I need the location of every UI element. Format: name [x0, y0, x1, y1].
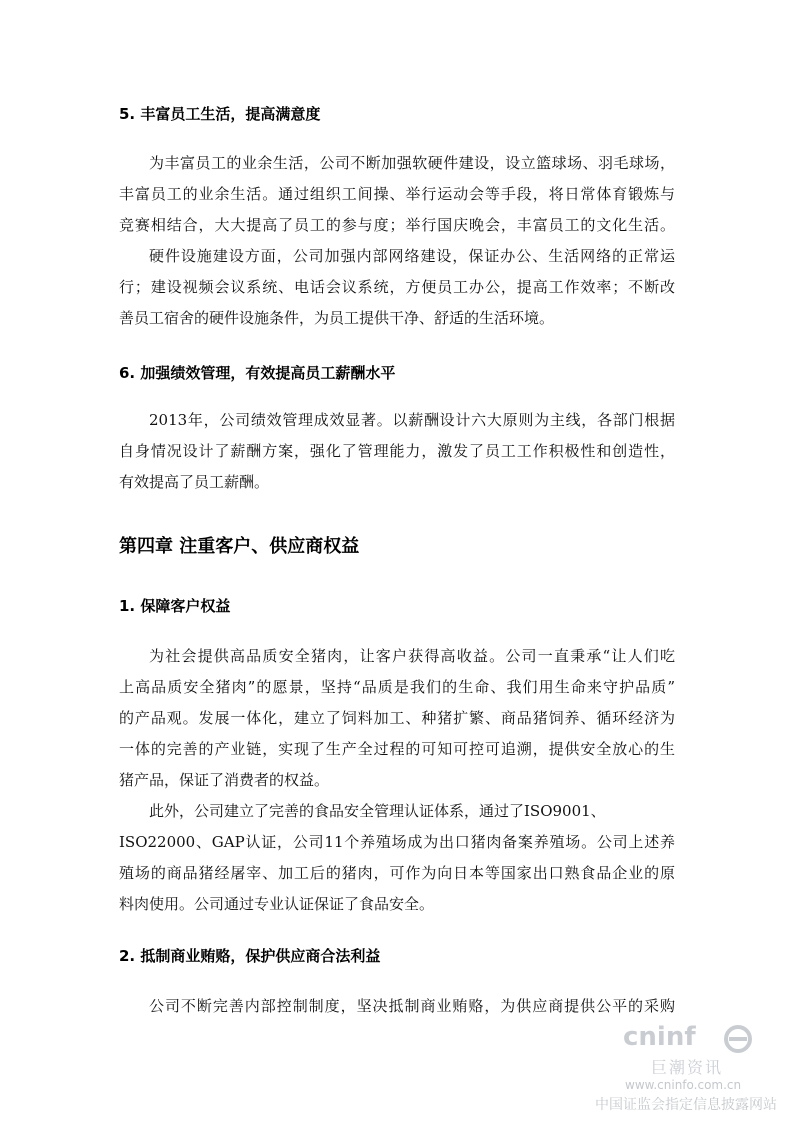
text-line: 为社会提供高品质安全猪肉，让客户获得高收益。公司一直秉承“让人们吃: [149, 647, 675, 665]
customer-rights-heading: 1. 保障客户权益: [119, 597, 231, 615]
text-line: 有效提高了员工薪酬。: [119, 473, 270, 491]
text-line: 公司不断完善内部控制制度，坚决抵制商业贿赂，为供应商提供公平的采购: [149, 997, 675, 1015]
text-line: 自身情况设计了薪酬方案，强化了管理能力，激发了员工工作积极性和创造性，: [119, 442, 675, 460]
cninfo-logo-icon: [723, 1024, 753, 1054]
supplier-rights-paragraph-1: [119, 991, 675, 1022]
text-line: 料肉使用。公司通过专业认证保证了食品安全。: [119, 895, 435, 913]
text-line: 丰富员工的业余生活。通过组织工间操、举行运动会等手段，将日常体育锻炼与: [119, 185, 675, 203]
chapter-4-heading: 第四章 注重客户、供应商权益: [119, 536, 360, 557]
text-line: 行；建设视频会议系统、电话会议系统，方便员工办公，提高工作效率；不断改: [119, 278, 675, 296]
section-5-paragraph-1: [119, 148, 675, 241]
text-line: 2013年，公司绩效管理成效显著。以薪酬设计六大原则为主线，各部门根据: [149, 411, 675, 429]
text-line: 此外，公司建立了完善的食品安全管理认证体系，通过了ISO9001、: [149, 802, 606, 820]
customer-rights-paragraph-2: [119, 796, 675, 920]
text-line: 上高品质安全猪肉”的愿景，坚持“品质是我们的生命、我们用生命来守护品质”: [119, 678, 675, 696]
watermark-tagline: 中国证监会指定信息披露网站: [595, 1097, 777, 1113]
supplier-rights-heading: 2. 抵制商业贿赂，保护供应商合法利益: [119, 947, 381, 965]
section-5-heading: 5. 丰富员工生活，提高满意度: [119, 105, 321, 123]
text-line: 硬件设施建设方面，公司加强内部网络建设，保证办公、生活网络的正常运: [149, 247, 675, 265]
text-line: 善员工宿舍的硬件设施条件，为员工提供干净、舒适的生活环境。: [119, 309, 555, 327]
section-6-paragraph-1: [119, 405, 675, 498]
text-line: 猪产品，保证了消费者的权益。: [119, 771, 330, 789]
watermark-brand: 巨潮资讯: [651, 1058, 724, 1077]
text-line: 的产品观。发展一体化，建立了饲料加工、种猪扩繁、商品猪饲养、循环经济为: [119, 709, 675, 727]
cninfo-watermark: [595, 1022, 775, 1112]
text-line: 竞赛相结合，大大提高了员工的参与度；举行国庆晚会，丰富员工的文化生活。: [119, 216, 675, 234]
text-line: ISO22000、GAP认证，公司11个养殖场成为出口猪肉备案养殖场。公司上述养: [119, 833, 675, 851]
text-line: 为丰富员工的业余生活，公司不断加强软硬件建设，设立篮球场、羽毛球场，: [149, 154, 675, 172]
section-5-paragraph-2: [119, 241, 675, 334]
watermark-logo: cninf: [623, 1022, 696, 1052]
customer-rights-paragraph-1: [119, 641, 675, 796]
text-line: 一体的完善的产业链，实现了生产全过程的可知可控可追溯，提供安全放心的生: [119, 740, 675, 758]
section-6-heading: 6. 加强绩效管理，有效提高员工薪酬水平: [119, 364, 396, 382]
text-line: 殖场的商品猪经屠宰、加工后的猪肉，可作为向日本等国家出口熟食品企业的原: [119, 864, 675, 882]
watermark-url: www.cninfo.com.cn: [625, 1078, 742, 1092]
